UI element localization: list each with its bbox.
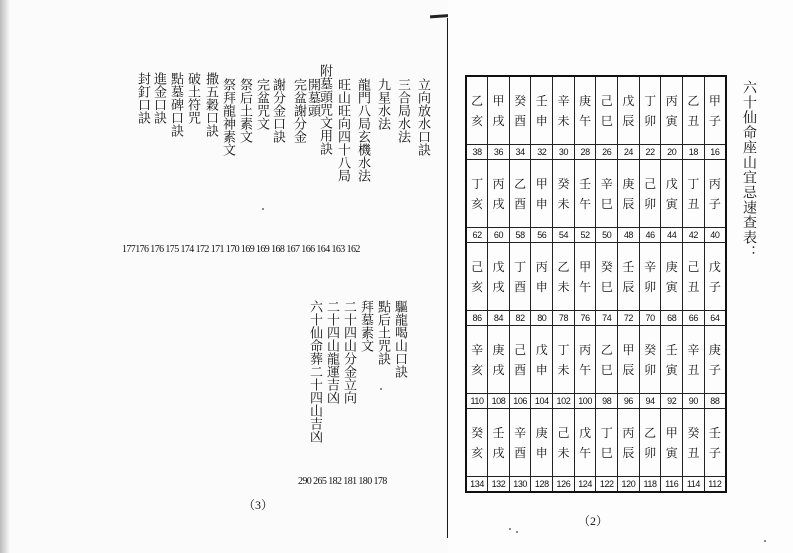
earthly-branch: 戌 bbox=[492, 113, 505, 128]
heavenly-stem: 庚 bbox=[622, 176, 635, 191]
heavenly-stem: 甲 bbox=[492, 93, 505, 108]
heavenly-stem: 丁 bbox=[471, 176, 484, 191]
ganzhi-cell bbox=[553, 409, 575, 477]
earthly-branch: 酉 bbox=[514, 445, 527, 460]
earthly-branch: 未 bbox=[557, 196, 570, 211]
ganzhi-row bbox=[466, 243, 726, 311]
earthly-branch: 丑 bbox=[687, 445, 700, 460]
heavenly-stem: 乙 bbox=[514, 176, 527, 191]
heavenly-stem: 甲 bbox=[535, 176, 548, 191]
earthly-branch: 寅 bbox=[665, 113, 678, 128]
earthly-branch: 卯 bbox=[644, 362, 657, 377]
earthly-branch: 丑 bbox=[687, 279, 700, 294]
page-number-cell: 124 bbox=[574, 477, 596, 493]
earthly-branch: 巳 bbox=[600, 113, 613, 128]
earthly-branch: 午 bbox=[579, 445, 592, 460]
page-number-cell: 80 bbox=[531, 311, 553, 326]
print-speck bbox=[380, 388, 382, 390]
page-number-cell: 128 bbox=[531, 477, 553, 493]
ganzhi-cell bbox=[704, 409, 726, 477]
earthly-branch: 寅 bbox=[665, 445, 678, 460]
print-speck bbox=[516, 531, 518, 533]
page-number-cell: 100 bbox=[574, 394, 596, 409]
toc-entry: 進金口訣 bbox=[151, 72, 166, 124]
heavenly-stem: 庚 bbox=[535, 425, 548, 440]
earthly-branch: 酉 bbox=[514, 279, 527, 294]
ganzhi-cell bbox=[488, 409, 510, 477]
toc-entry: 撒五穀口訣 bbox=[203, 72, 218, 137]
page-number-cell: 98 bbox=[596, 394, 618, 409]
ganzhi-cell bbox=[661, 409, 683, 477]
earthly-branch: 酉 bbox=[514, 362, 527, 377]
ganzhi-cell bbox=[553, 243, 575, 311]
ganzhi-cell bbox=[618, 160, 640, 228]
page-number-cell: 84 bbox=[488, 311, 510, 326]
ganzhi-cell bbox=[704, 160, 726, 228]
earthly-branch: 子 bbox=[708, 362, 721, 377]
toc-entry: 九星水法 bbox=[375, 78, 390, 130]
heavenly-stem: 乙 bbox=[600, 342, 613, 357]
print-speck bbox=[764, 540, 766, 542]
toc-entry: 完盆咒文 bbox=[254, 78, 269, 130]
heavenly-stem: 乙 bbox=[557, 259, 570, 274]
earthly-branch: 子 bbox=[708, 196, 721, 211]
page-number-row bbox=[466, 145, 726, 160]
earthly-branch: 午 bbox=[579, 196, 592, 211]
earthly-branch: 亥 bbox=[471, 279, 484, 294]
toc-entry: 六十仙命葬二十四山吉凶 bbox=[307, 300, 322, 443]
earthly-branch: 戌 bbox=[492, 362, 505, 377]
page-number-cell: 132 bbox=[488, 477, 510, 493]
earthly-branch: 戌 bbox=[492, 279, 505, 294]
heavenly-stem: 戊 bbox=[708, 259, 721, 274]
earthly-branch: 卯 bbox=[644, 196, 657, 211]
page-number-cell: 130 bbox=[509, 477, 531, 493]
toc-entry: 開墓頭 bbox=[305, 78, 320, 117]
page-numbers-row-1: 177176 176 175 174 172 171 170 169 169 168 167 166 164 163 162 bbox=[122, 244, 360, 255]
ganzhi-cell bbox=[683, 160, 705, 228]
earthly-branch: 辰 bbox=[622, 279, 635, 294]
heavenly-stem: 庚 bbox=[492, 342, 505, 357]
ganzhi-cell bbox=[639, 76, 661, 145]
heavenly-stem: 甲 bbox=[622, 342, 635, 357]
page-number-cell: 30 bbox=[553, 145, 575, 160]
ganzhi-cell bbox=[661, 326, 683, 394]
earthly-branch: 子 bbox=[708, 445, 721, 460]
page-number-cell: 118 bbox=[639, 477, 661, 493]
ganzhi-cell bbox=[704, 243, 726, 311]
heavenly-stem: 壬 bbox=[579, 176, 592, 191]
ganzhi-cell bbox=[574, 76, 596, 145]
heavenly-stem: 癸 bbox=[514, 93, 527, 108]
toc-entry: 二十四山分金立向 bbox=[341, 300, 356, 404]
page-number-cell: 114 bbox=[683, 477, 705, 493]
heavenly-stem: 丙 bbox=[665, 93, 678, 108]
page-number-cell: 58 bbox=[509, 228, 531, 243]
heavenly-stem: 丙 bbox=[622, 425, 635, 440]
ganzhi-cell bbox=[509, 326, 531, 394]
ganzhi-cell bbox=[704, 326, 726, 394]
earthly-branch: 巳 bbox=[600, 362, 613, 377]
ganzhi-cell bbox=[661, 243, 683, 311]
page-number-cell: 90 bbox=[683, 394, 705, 409]
table-title: 六十仙命座山宜忌速查表： bbox=[741, 80, 757, 260]
earthly-branch: 戌 bbox=[492, 196, 505, 211]
earthly-branch: 巳 bbox=[600, 445, 613, 460]
heavenly-stem: 辛 bbox=[514, 425, 527, 440]
ganzhi-cell bbox=[596, 243, 618, 311]
earthly-branch: 亥 bbox=[471, 113, 484, 128]
earthly-branch: 亥 bbox=[471, 445, 484, 460]
toc-entry: 破土符咒 bbox=[185, 72, 200, 124]
earthly-branch: 亥 bbox=[471, 362, 484, 377]
page-number-cell: 102 bbox=[553, 394, 575, 409]
ganzhi-cell bbox=[553, 160, 575, 228]
earthly-branch: 未 bbox=[557, 279, 570, 294]
page-edge-shadow bbox=[0, 0, 10, 553]
ganzhi-cell bbox=[531, 160, 553, 228]
heavenly-stem: 己 bbox=[557, 425, 570, 440]
page-number-cell: 60 bbox=[488, 228, 510, 243]
earthly-branch: 申 bbox=[535, 445, 548, 460]
heavenly-stem: 己 bbox=[514, 342, 527, 357]
ganzhi-cell bbox=[466, 76, 488, 145]
heavenly-stem: 丙 bbox=[492, 176, 505, 191]
ganzhi-cell bbox=[466, 243, 488, 311]
toc-entry: 旺山旺向四十八局 bbox=[335, 78, 350, 182]
toc-entry: 完盆謝分金 bbox=[291, 78, 306, 143]
ganzhi-cell bbox=[574, 243, 596, 311]
heavenly-stem: 己 bbox=[600, 93, 613, 108]
earthly-branch: 午 bbox=[579, 362, 592, 377]
page-number-cell: 48 bbox=[618, 228, 640, 243]
heavenly-stem: 戊 bbox=[665, 176, 678, 191]
earthly-branch: 辰 bbox=[622, 362, 635, 377]
toc-entry: 拜墓素文 bbox=[358, 300, 373, 352]
heavenly-stem: 甲 bbox=[665, 425, 678, 440]
page-number-cell: 62 bbox=[466, 228, 488, 243]
heavenly-stem: 丙 bbox=[579, 342, 592, 357]
toc-entry: 點墓碑口訣 bbox=[168, 72, 183, 137]
ganzhi-row bbox=[466, 326, 726, 394]
ganzhi-cell bbox=[639, 326, 661, 394]
heavenly-stem: 庚 bbox=[665, 259, 678, 274]
toc-entry: 附墓頭咒文用訣 bbox=[317, 64, 332, 155]
earthly-branch: 寅 bbox=[665, 362, 678, 377]
earthly-branch: 辰 bbox=[622, 113, 635, 128]
toc-entry: 二十四山龍運吉凶 bbox=[324, 300, 339, 404]
toc-entry: 點后土咒訣 bbox=[375, 300, 390, 365]
heavenly-stem: 戊 bbox=[492, 259, 505, 274]
page-number-cell: 28 bbox=[574, 145, 596, 160]
ganzhi-cell bbox=[574, 326, 596, 394]
page-number-cell: 88 bbox=[704, 394, 726, 409]
earthly-branch: 午 bbox=[579, 113, 592, 128]
earthly-branch: 酉 bbox=[514, 113, 527, 128]
heavenly-stem: 壬 bbox=[535, 93, 548, 108]
ganzhi-cell bbox=[574, 409, 596, 477]
heavenly-stem: 丁 bbox=[557, 342, 570, 357]
toc-entry: 龍門八局玄機水法 bbox=[355, 78, 370, 182]
earthly-branch: 巳 bbox=[600, 279, 613, 294]
page-number-cell: 20 bbox=[661, 145, 683, 160]
page-number-cell: 68 bbox=[661, 311, 683, 326]
ganzhi-cell bbox=[488, 326, 510, 394]
earthly-branch: 子 bbox=[708, 113, 721, 128]
toc-entry: 驅龍喝山口訣 bbox=[392, 300, 407, 378]
page-number-cell: 106 bbox=[509, 394, 531, 409]
earthly-branch: 申 bbox=[535, 362, 548, 377]
toc-entry: 祭拜龍神素文 bbox=[220, 78, 235, 156]
earthly-branch: 亥 bbox=[471, 196, 484, 211]
page-folio-right: （2） bbox=[578, 514, 609, 528]
page-number-cell: 104 bbox=[531, 394, 553, 409]
page-number-row bbox=[466, 477, 726, 493]
page-number-cell: 70 bbox=[639, 311, 661, 326]
page-number-cell: 92 bbox=[661, 394, 683, 409]
page-number-cell: 42 bbox=[683, 228, 705, 243]
page-number-cell: 38 bbox=[466, 145, 488, 160]
page-number-cell: 32 bbox=[531, 145, 553, 160]
ganzhi-cell bbox=[488, 243, 510, 311]
ganzhi-cell bbox=[661, 160, 683, 228]
page-number-cell: 66 bbox=[683, 311, 705, 326]
earthly-branch: 子 bbox=[708, 279, 721, 294]
heavenly-stem: 丁 bbox=[687, 176, 700, 191]
heavenly-stem: 辛 bbox=[644, 259, 657, 274]
ganzhi-cell bbox=[618, 326, 640, 394]
print-speck bbox=[509, 528, 511, 530]
page-number-cell: 24 bbox=[618, 145, 640, 160]
heavenly-stem: 丁 bbox=[600, 425, 613, 440]
heavenly-stem: 壬 bbox=[622, 259, 635, 274]
heavenly-stem: 壬 bbox=[708, 425, 721, 440]
ganzhi-cell bbox=[596, 409, 618, 477]
page-folio-left: （3） bbox=[243, 498, 274, 512]
heavenly-stem: 丙 bbox=[535, 259, 548, 274]
earthly-branch: 丑 bbox=[687, 196, 700, 211]
heavenly-stem: 辛 bbox=[471, 342, 484, 357]
ganzhi-cell bbox=[531, 409, 553, 477]
earthly-branch: 寅 bbox=[665, 196, 678, 211]
ganzhi-cell bbox=[553, 326, 575, 394]
toc-entry: 立向放水口訣 bbox=[415, 78, 430, 156]
page-number-row bbox=[466, 394, 726, 409]
heavenly-stem: 丙 bbox=[708, 176, 721, 191]
ganzhi-cell bbox=[704, 76, 726, 145]
page-number-row bbox=[466, 228, 726, 243]
page-number-cell: 120 bbox=[618, 477, 640, 493]
ganzhi-cell bbox=[488, 160, 510, 228]
ganzhi-cell bbox=[509, 243, 531, 311]
ganzhi-cell bbox=[639, 243, 661, 311]
page-number-cell: 116 bbox=[661, 477, 683, 493]
ganzhi-cell bbox=[466, 409, 488, 477]
ganzhi-cell bbox=[661, 76, 683, 145]
earthly-branch: 辰 bbox=[622, 445, 635, 460]
ganzhi-cell bbox=[553, 76, 575, 145]
page-number-cell: 72 bbox=[618, 311, 640, 326]
ganzhi-cell bbox=[639, 160, 661, 228]
page-number-cell: 46 bbox=[639, 228, 661, 243]
ganzhi-cell bbox=[596, 76, 618, 145]
page-number-cell: 50 bbox=[596, 228, 618, 243]
ganzhi-cell bbox=[466, 160, 488, 228]
page-number-cell: 56 bbox=[531, 228, 553, 243]
page-number-cell: 82 bbox=[509, 311, 531, 326]
page-number-cell: 52 bbox=[574, 228, 596, 243]
page-number-cell: 96 bbox=[618, 394, 640, 409]
earthly-branch: 戌 bbox=[492, 445, 505, 460]
ganzhi-cell bbox=[466, 326, 488, 394]
earthly-branch: 午 bbox=[579, 279, 592, 294]
heavenly-stem: 己 bbox=[644, 176, 657, 191]
heavenly-stem: 癸 bbox=[471, 425, 484, 440]
heavenly-stem: 壬 bbox=[492, 425, 505, 440]
page-number-cell: 74 bbox=[596, 311, 618, 326]
page-number-cell: 16 bbox=[704, 145, 726, 160]
earthly-branch: 辰 bbox=[622, 196, 635, 211]
ganzhi-cell bbox=[488, 76, 510, 145]
heavenly-stem: 癸 bbox=[687, 425, 700, 440]
heavenly-stem: 己 bbox=[471, 259, 484, 274]
page-number-cell: 18 bbox=[683, 145, 705, 160]
page-number-cell: 126 bbox=[553, 477, 575, 493]
ganzhi-cell bbox=[683, 409, 705, 477]
page-number-cell: 34 bbox=[509, 145, 531, 160]
page-number-cell: 122 bbox=[596, 477, 618, 493]
heavenly-stem: 乙 bbox=[644, 425, 657, 440]
heavenly-stem: 乙 bbox=[687, 93, 700, 108]
ganzhi-cell bbox=[574, 160, 596, 228]
toc-entry: 三合局水法 bbox=[395, 78, 410, 143]
ganzhi-cell bbox=[618, 243, 640, 311]
ganzhi-cell bbox=[683, 326, 705, 394]
earthly-branch: 未 bbox=[557, 362, 570, 377]
ganzhi-cell bbox=[531, 76, 553, 145]
heavenly-stem: 甲 bbox=[579, 259, 592, 274]
heavenly-stem: 庚 bbox=[579, 93, 592, 108]
earthly-branch: 未 bbox=[557, 113, 570, 128]
ganzhi-cell bbox=[618, 76, 640, 145]
earthly-branch: 酉 bbox=[514, 196, 527, 211]
earthly-branch: 申 bbox=[535, 113, 548, 128]
ganzhi-row bbox=[466, 160, 726, 228]
page-numbers-row-2: 290 265 182 181 180 178 bbox=[298, 476, 387, 487]
earthly-branch: 丑 bbox=[687, 362, 700, 377]
ganzhi-cell bbox=[596, 326, 618, 394]
page-number-row bbox=[466, 311, 726, 326]
toc-entry: 祭后土素文 bbox=[237, 78, 252, 143]
page-number-cell: 108 bbox=[488, 394, 510, 409]
print-speck bbox=[262, 208, 264, 210]
heavenly-stem: 庚 bbox=[708, 342, 721, 357]
ganzhi-cell bbox=[531, 243, 553, 311]
page-number-cell: 44 bbox=[661, 228, 683, 243]
ganzhi-cell bbox=[618, 409, 640, 477]
heavenly-stem: 辛 bbox=[557, 93, 570, 108]
heavenly-stem: 丁 bbox=[644, 93, 657, 108]
earthly-branch: 未 bbox=[557, 445, 570, 460]
ganzhi-cell bbox=[509, 76, 531, 145]
earthly-branch: 寅 bbox=[665, 279, 678, 294]
earthly-branch: 卯 bbox=[644, 279, 657, 294]
page-number-cell: 36 bbox=[488, 145, 510, 160]
ganzhi-cell bbox=[531, 326, 553, 394]
heavenly-stem: 癸 bbox=[557, 176, 570, 191]
page-number-cell: 94 bbox=[639, 394, 661, 409]
heavenly-stem: 辛 bbox=[687, 342, 700, 357]
page-number-cell: 76 bbox=[574, 311, 596, 326]
page-number-cell: 134 bbox=[466, 477, 488, 493]
heavenly-stem: 乙 bbox=[471, 93, 484, 108]
ganzhi-cell bbox=[509, 409, 531, 477]
ganzhi-cell bbox=[596, 160, 618, 228]
toc-entry: 封釘口訣 bbox=[135, 72, 150, 124]
heavenly-stem: 癸 bbox=[644, 342, 657, 357]
heavenly-stem: 甲 bbox=[708, 93, 721, 108]
heavenly-stem: 戊 bbox=[579, 425, 592, 440]
ganzhi-row bbox=[466, 409, 726, 477]
earthly-branch: 申 bbox=[535, 279, 548, 294]
earthly-branch: 丑 bbox=[687, 113, 700, 128]
page-number-cell: 110 bbox=[466, 394, 488, 409]
page-number-cell: 64 bbox=[704, 311, 726, 326]
heavenly-stem: 辛 bbox=[600, 176, 613, 191]
page-number-cell: 54 bbox=[553, 228, 575, 243]
ganzhi-cell bbox=[683, 76, 705, 145]
earthly-branch: 申 bbox=[535, 196, 548, 211]
earthly-branch: 巳 bbox=[600, 196, 613, 211]
page-number-cell: 26 bbox=[596, 145, 618, 160]
earthly-branch: 卯 bbox=[644, 445, 657, 460]
page-number-cell: 86 bbox=[466, 311, 488, 326]
heavenly-stem: 戊 bbox=[622, 93, 635, 108]
heavenly-stem: 癸 bbox=[600, 259, 613, 274]
page-number-cell: 22 bbox=[639, 145, 661, 160]
ganzhi-cell bbox=[509, 160, 531, 228]
heavenly-stem: 丁 bbox=[514, 259, 527, 274]
heavenly-stem: 戊 bbox=[535, 342, 548, 357]
ganzhi-cell bbox=[683, 243, 705, 311]
page-number-cell: 78 bbox=[553, 311, 575, 326]
earthly-branch: 卯 bbox=[644, 113, 657, 128]
sixty-cycle-table bbox=[465, 75, 727, 493]
toc-entry: 謝分金口訣 bbox=[270, 78, 285, 143]
heavenly-stem: 己 bbox=[687, 259, 700, 274]
heavenly-stem: 壬 bbox=[665, 342, 678, 357]
ganzhi-row bbox=[466, 76, 726, 145]
page-number-cell: 40 bbox=[704, 228, 726, 243]
ganzhi-cell bbox=[639, 409, 661, 477]
page-number-cell: 112 bbox=[704, 477, 726, 493]
